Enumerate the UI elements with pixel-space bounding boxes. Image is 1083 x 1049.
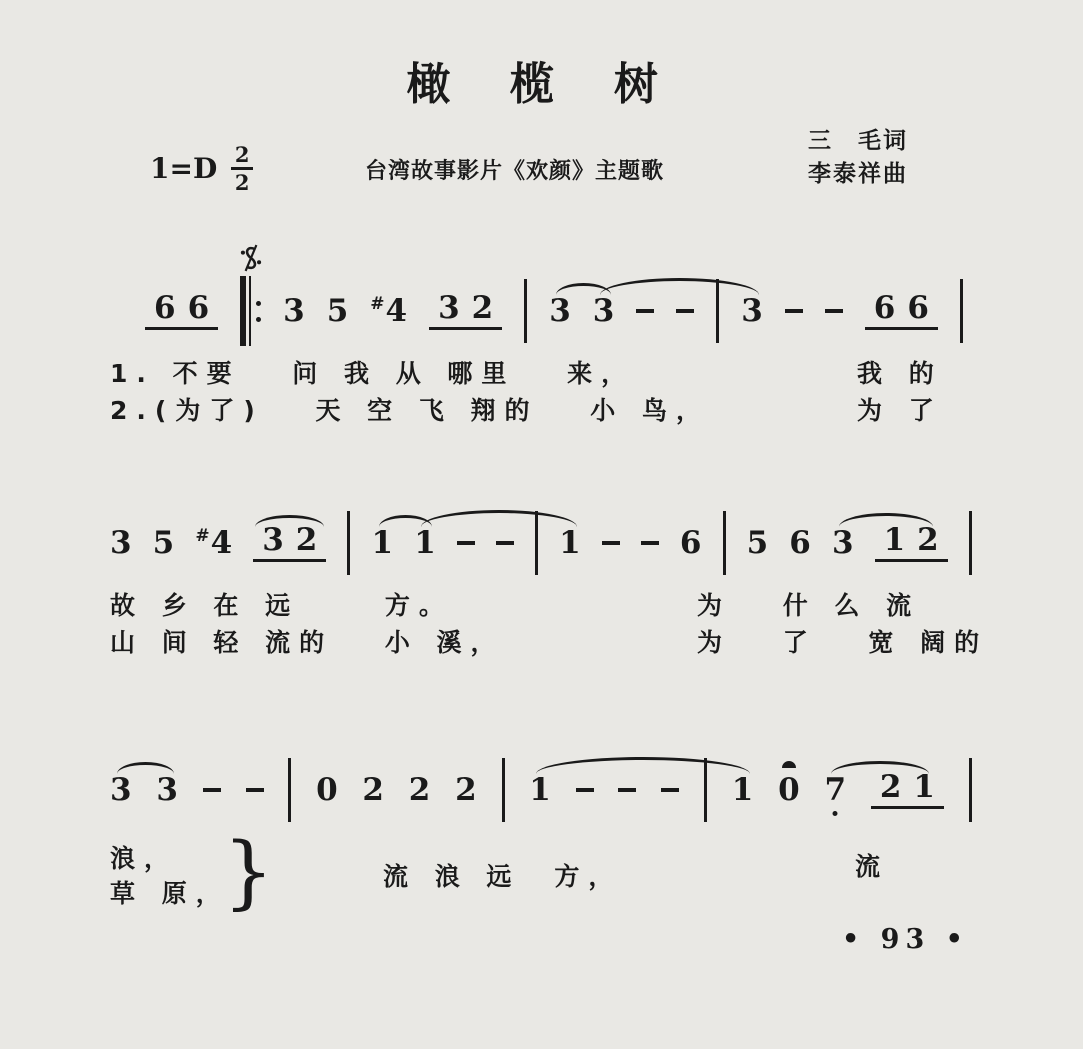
lyrics-line-3 — [105, 825, 1023, 925]
duration-dash — [602, 541, 620, 545]
underline-beam-group — [875, 521, 948, 562]
slur-tie-arc — [536, 757, 750, 774]
note: 5 — [326, 292, 349, 329]
sharp-accidental: # — [370, 294, 385, 315]
note: 3 — [283, 292, 305, 329]
slur-tie-arc — [600, 278, 759, 295]
barline — [960, 279, 963, 343]
segno-icon — [239, 244, 263, 272]
duration-dash — [246, 788, 264, 792]
barline — [288, 758, 291, 822]
key-signature-text: 1=D — [150, 152, 218, 185]
note: 6 — [187, 289, 210, 326]
time-signature-denominator: 2 — [234, 170, 250, 195]
notation-line-2 — [105, 508, 1023, 578]
song-title: 橄 榄 树 — [406, 59, 666, 110]
slur-tie-arc — [839, 513, 934, 527]
lyric-verse2-right: 为 了 — [857, 396, 943, 425]
note: 6 — [679, 524, 702, 561]
note: 2 — [362, 771, 384, 808]
lyric-verse2-right: 为 了 宽 阔的 — [697, 628, 989, 657]
lyric-verse2-left: 山 间 轻 流的 小 溪， — [110, 628, 505, 657]
lyric-verse-row — [105, 354, 1023, 391]
rest-note: 0 — [316, 771, 338, 808]
key-signature — [150, 144, 253, 193]
lyric-verse1-left: 故 乡 在 远 方。 — [110, 591, 453, 620]
lyricist-credit: 三 毛词 — [808, 127, 908, 154]
thin-bar — [249, 276, 251, 346]
lyric-verse1-right: 为 什 么 流 — [697, 591, 921, 620]
lyrics-line-1 — [105, 354, 1023, 428]
notation-tokens — [145, 276, 963, 346]
underline-beam-group — [871, 768, 944, 809]
lyric-verse1-right: 我 的 — [857, 359, 943, 388]
duration-dash — [636, 309, 654, 313]
note: 2 — [455, 771, 477, 808]
note: 1 — [913, 768, 935, 805]
lyric-right-text: 流 — [855, 852, 890, 881]
note: 5 — [152, 524, 175, 561]
notation-line-1 — [105, 276, 1023, 346]
slur-tie-arc — [421, 510, 577, 527]
duration-dash — [618, 788, 636, 792]
note: 1 — [371, 524, 394, 561]
lyric-verse1-left: 1. 不要 问 我 从 哪里 来， — [110, 359, 636, 388]
lyrics-line-2 — [105, 586, 1023, 660]
note: 3 — [741, 292, 763, 329]
note: 3 — [110, 771, 132, 808]
duration-dash — [676, 309, 694, 313]
note: 1 — [731, 771, 754, 808]
barline — [524, 279, 527, 343]
underline-beam-group — [865, 289, 938, 330]
notation-line-3 — [105, 755, 1023, 825]
duration-dash — [576, 788, 594, 792]
note: #4 — [195, 524, 233, 561]
note: 3 — [110, 524, 132, 561]
duration-dash — [825, 309, 843, 313]
note: 3 — [592, 292, 615, 329]
duration-dash — [661, 788, 679, 792]
duration-dash — [203, 788, 221, 792]
note: 3 — [156, 771, 178, 808]
lyric-verse2-word: 草 原， — [110, 879, 230, 908]
note: 3 — [262, 521, 284, 558]
note: 3 — [831, 524, 854, 561]
rest-note: 0 — [778, 771, 800, 808]
underline-beam-group — [253, 521, 326, 562]
note: 2 — [471, 289, 494, 326]
composer-credit: 李泰祥曲 — [808, 160, 908, 188]
note: 2 — [408, 771, 431, 808]
note: 2 — [917, 521, 939, 558]
repeat-start-sign — [240, 276, 261, 346]
note: 6 — [789, 524, 811, 561]
time-signature — [231, 144, 253, 193]
notation-tokens — [110, 755, 972, 825]
note: 7 — [824, 771, 847, 808]
subtitle: 台湾故事影片《欢颜》主题歌 — [365, 159, 665, 184]
note: 1 — [529, 771, 551, 808]
barline — [502, 758, 505, 822]
slur-tie-arc — [117, 762, 174, 774]
lyric-shared-text: 流 浪 远 方， — [383, 862, 623, 891]
lyric-verse1-word: 浪， — [110, 844, 179, 873]
lyric-verse-row — [105, 623, 1023, 660]
barline — [969, 511, 972, 575]
page-number: • 93 • — [842, 924, 969, 955]
lyric-verse-row — [105, 391, 1023, 428]
underline-beam-group — [145, 289, 218, 330]
note: 6 — [873, 289, 896, 326]
verse-join-brace: } — [223, 825, 274, 918]
note: 1 — [559, 524, 581, 561]
underline-beam-group — [429, 289, 502, 330]
duration-dash — [785, 309, 803, 313]
header — [105, 128, 1023, 220]
barline — [969, 758, 972, 822]
slur-tie-arc — [255, 515, 324, 527]
barline — [347, 511, 350, 575]
note: 6 — [154, 289, 176, 326]
barline — [723, 511, 726, 575]
duration-dash — [457, 541, 475, 545]
note: #4 — [370, 292, 408, 329]
lyric-verse2-left: 2.(为了) 天 空 飞 翔的 小 鸟， — [110, 396, 710, 425]
thick-bar — [240, 276, 246, 346]
note: 6 — [907, 289, 929, 326]
time-signature-numerator: 2 — [234, 142, 250, 167]
note: 1 — [883, 521, 906, 558]
note: 3 — [438, 289, 460, 326]
slur-tie-arc — [831, 761, 930, 774]
notation-tokens — [110, 508, 972, 578]
duration-dash — [641, 541, 659, 545]
note: 1 — [414, 524, 436, 561]
note: 2 — [295, 521, 318, 558]
note: 5 — [746, 524, 769, 561]
note: 2 — [879, 768, 902, 805]
sharp-accidental: # — [195, 526, 210, 547]
note: 3 — [549, 292, 571, 329]
credits — [808, 124, 908, 191]
repeat-dots — [256, 301, 261, 322]
lyric-verse-row — [105, 586, 1023, 623]
duration-dash — [496, 541, 514, 545]
